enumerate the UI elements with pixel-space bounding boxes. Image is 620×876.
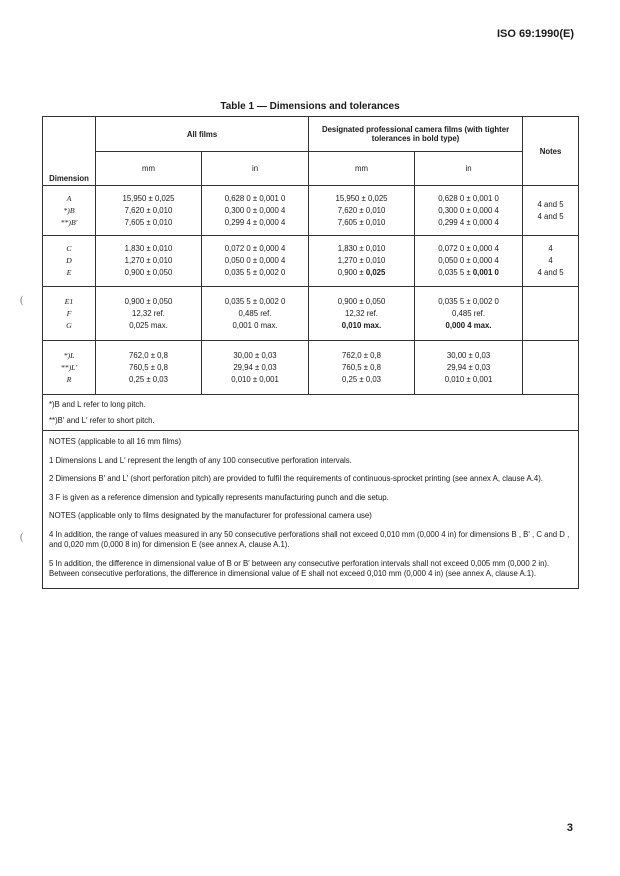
margin-mark: (	[20, 532, 24, 543]
note-ref: 4	[548, 244, 553, 253]
professional-films-header: Designated professional camera films (with tighter tolerances in bold type)	[309, 117, 523, 152]
dimension-label: C	[66, 244, 72, 253]
note-paragraph: 5 In addition, the difference in dimensional value of B or B′ between any consecutive perforation intervals shall not exceed 0,005 mm (0,000 2 in). Between consecutive perforations, the difference in dimensional value of E shall not exceed 0,010 mm (0,000 4 in) (see annex A, clause A.1).	[49, 558, 550, 578]
value-cell: 29,94 ± 0,03	[446, 362, 491, 372]
dimension-label: G	[66, 320, 72, 330]
value-part: 0,035 5 ±	[438, 268, 473, 277]
dimension-label: E1	[64, 296, 74, 306]
value-cell: 7,620 ± 0,010	[337, 205, 386, 215]
value-cell	[415, 267, 522, 279]
in-header: in	[415, 152, 523, 186]
tight-tolerance: 0,025	[365, 268, 386, 277]
value-cell: 0,485 ref.	[238, 308, 272, 318]
value-cell: 0,299 4 ± 0,000 4	[438, 217, 499, 227]
value-cell: 29,94 ± 0,03	[233, 362, 277, 372]
value-cell: 12,32 ref.	[132, 308, 165, 318]
note-paragraph: 2 Dimensions B′ and L′ (short perforation pitch) are provided to fulfil the requirements of continuous-sprocket printing (see annex A, clause A.4).	[49, 474, 543, 483]
value-cell: 0,25 ± 0,03	[129, 374, 168, 384]
value-cell: 0,050 0 ± 0,000 4	[438, 256, 499, 265]
value-cell: 0,300 0 ± 0,000 4	[438, 205, 499, 215]
value-cell: 0,25 ± 0,03	[342, 374, 381, 384]
dimension-header: Dimension	[43, 117, 96, 186]
value-cell: 0,050 0 ± 0,000 4	[224, 256, 286, 265]
value-cell: 762,0 ± 0,8	[342, 350, 381, 360]
value-cell: 0,900 ± 0,050	[124, 268, 173, 277]
value-cell: 0,900 ± 0,050	[124, 296, 173, 306]
dimension-label: D	[66, 256, 72, 265]
table-row-group	[43, 236, 579, 287]
table-caption: Table 1 — Dimensions and tolerances	[220, 101, 400, 112]
value-part: 0,900 ±	[337, 268, 366, 277]
table-row-group	[43, 341, 579, 395]
mm-header: mm	[309, 152, 415, 186]
dimension-label: R	[66, 374, 72, 384]
value-cell: 0,072 0 ± 0,000 4	[224, 244, 286, 253]
notes-block	[43, 431, 579, 589]
value-cell: 1,830 ± 0,010	[337, 244, 386, 253]
value-cell: 760,5 ± 0,8	[342, 362, 381, 372]
value-cell: 0,628 0 ± 0,001 0	[438, 193, 499, 203]
table-row-group	[43, 186, 579, 236]
note-ref: 4	[548, 256, 553, 265]
dimension-label: **)L′	[60, 362, 78, 372]
value-cell: 30,00 ± 0,03	[233, 350, 277, 360]
dimension-label: F	[66, 308, 72, 318]
dimension-label: A	[66, 193, 72, 203]
mm-header: mm	[96, 152, 202, 186]
value-cell: 1,270 ± 0,010	[124, 256, 173, 265]
value-cell: 0,010 ± 0,001	[444, 374, 493, 384]
value-cell: 0,072 0 ± 0,000 4	[438, 244, 499, 253]
value-cell: 0,001 0 max.	[232, 320, 278, 330]
dimensions-table	[42, 116, 579, 589]
tight-tolerance: 0,000 4 max.	[445, 320, 492, 330]
value-cell: 0,485 ref.	[452, 308, 485, 318]
all-films-header: All films	[96, 117, 309, 152]
value-cell: 762,0 ± 0,8	[129, 350, 168, 360]
notes-header: Notes	[523, 117, 579, 186]
value-cell: 0,035 5 ± 0,002 0	[438, 296, 499, 306]
margin-mark: (	[20, 295, 24, 306]
value-cell: 15,950 ± 0,025	[122, 193, 175, 203]
value-cell: 12,32 ref.	[345, 308, 378, 318]
dimension-label: E	[66, 268, 72, 277]
value-cell: 0,010 ± 0,001	[231, 374, 279, 384]
value-cell: 7,620 ± 0,010	[124, 205, 173, 215]
dimension-label: *)B	[63, 205, 75, 215]
tight-tolerance: 0,010 max.	[341, 320, 382, 330]
page-number: 3	[566, 822, 573, 834]
dimension-label: **)B′	[60, 217, 78, 227]
notes-heading: NOTES (applicable only to films designated by the manufacturer for professional camera use)	[49, 511, 372, 520]
value-cell: 0,299 4 ± 0,000 4	[224, 217, 286, 227]
dimension-label: *)L	[63, 350, 75, 360]
note-ref: 4 and 5	[537, 268, 564, 277]
note-ref: 4 and 5	[537, 211, 564, 221]
value-cell: 30,00 ± 0,03	[446, 350, 491, 360]
value-cell: 760,5 ± 0,8	[129, 362, 168, 372]
table-row-group	[43, 287, 579, 341]
note-paragraph: 1 Dimensions L and L′ represent the length of any 100 consecutive perforation intervals.	[49, 455, 352, 465]
notes-heading: NOTES (applicable to all 16 mm films)	[49, 437, 182, 446]
tight-tolerance: 0,001 0	[472, 268, 499, 277]
value-cell: 15,950 ± 0,025	[335, 193, 388, 203]
standard-number: ISO 69:1990(E)	[496, 28, 574, 40]
note-ref: 4 and 5	[537, 199, 564, 209]
footnote: *)B and L refer to long pitch.	[49, 399, 146, 409]
value-cell: 1,270 ± 0,010	[337, 256, 386, 265]
value-cell	[309, 267, 414, 279]
value-cell: 0,900 ± 0,050	[337, 296, 386, 306]
value-cell: 7,605 ± 0,010	[337, 217, 386, 227]
value-cell: 0,628 0 ± 0,001 0	[224, 193, 286, 203]
in-header: in	[202, 152, 309, 186]
note-paragraph: 4 In addition, the range of values measured in any 50 consecutive perforations shall not exceed 0,010 mm (0,000 4 in) for dimensions B , B′ , C and D , and 0,020 mm (0,000 8 in) for dimension E (see annex A, clause A.1).	[49, 529, 570, 549]
footnote: **)B′ and L′ refer to short pitch.	[49, 415, 155, 425]
value-cell: 0,035 5 ± 0,002 0	[224, 296, 286, 306]
note-paragraph: 3 F is given as a reference dimension and typically represents manufacturing punch and die setup.	[49, 492, 389, 502]
value-cell: 0,035 5 ± 0,002 0	[224, 268, 286, 277]
value-cell: 7,605 ± 0,010	[124, 217, 173, 227]
value-cell: 1,830 ± 0,010	[124, 244, 173, 253]
value-cell: 0,300 0 ± 0,000 4	[224, 205, 286, 215]
value-cell: 0,025 max.	[129, 320, 168, 330]
